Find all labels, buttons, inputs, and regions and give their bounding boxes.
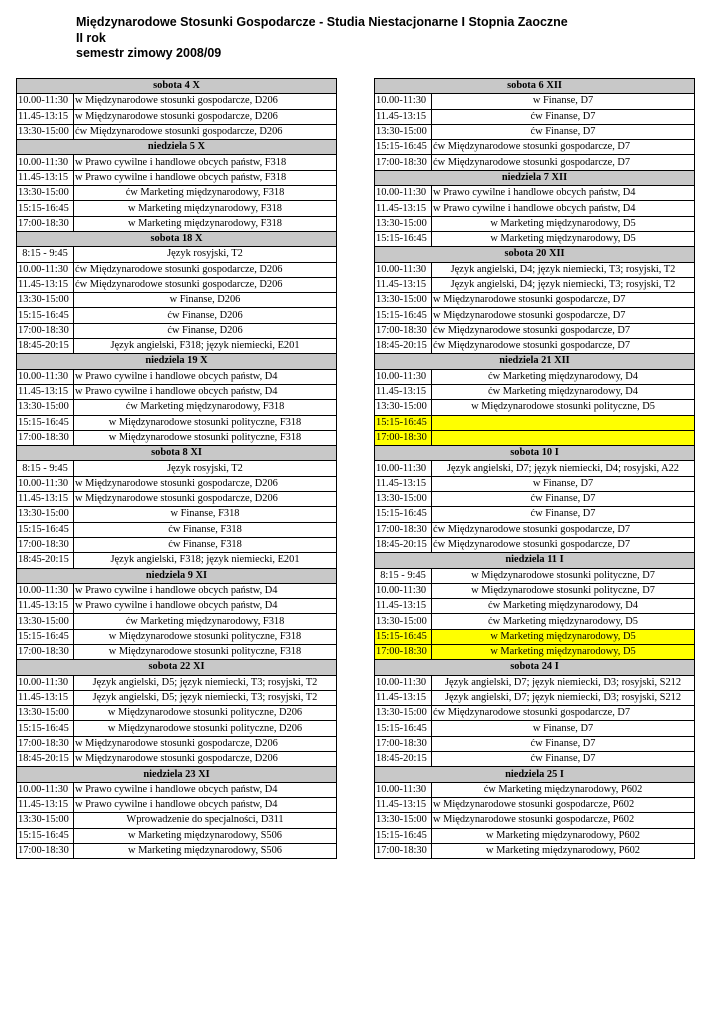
schedule-row: [17, 629, 337, 644]
day-header-row: [17, 79, 337, 94]
time-cell: 10.00-11:30: [375, 782, 432, 797]
schedule-row: [375, 813, 695, 828]
subject-cell: ćw Międzynarodowe stosunki gospodarcze, D206: [74, 124, 337, 139]
time-cell: 17:00-18:30: [17, 644, 74, 659]
time-cell: 15:15-16:45: [17, 721, 74, 736]
time-cell: 13:30-15:00: [17, 293, 74, 308]
subject-cell: ćw Finanse, D7: [432, 736, 695, 751]
subject-cell: Wprowadzenie do specjalności, D311: [74, 813, 337, 828]
time-cell: 13:30-15:00: [17, 813, 74, 828]
time-cell: 11.45-13:15: [375, 797, 432, 812]
time-cell: 15:15-16:45: [17, 415, 74, 430]
schedule-row: [375, 109, 695, 124]
subject-cell: ćw Marketing międzynarodowy, F318: [74, 614, 337, 629]
schedule-row: [17, 323, 337, 338]
time-cell: 11.45-13:15: [375, 384, 432, 399]
time-cell: 11.45-13:15: [17, 384, 74, 399]
time-cell: 15:15-16:45: [17, 201, 74, 216]
time-cell: 15:15-16:45: [375, 415, 432, 430]
schedule-row: [17, 675, 337, 690]
subject-cell: w Międzynarodowe stosunki gospodarcze, D206: [74, 109, 337, 124]
schedule-row: [375, 568, 695, 583]
schedule-row: [17, 706, 337, 721]
time-cell: 11.45-13:15: [375, 690, 432, 705]
time-cell: 10.00-11:30: [17, 583, 74, 598]
time-cell: 10.00-11:30: [375, 583, 432, 598]
day-header-row: [375, 446, 695, 461]
subject-cell: Język angielski, D5; język niemiecki, T3; rosyjski, T2: [74, 690, 337, 705]
schedule-row: [17, 400, 337, 415]
schedule-row: [17, 201, 337, 216]
schedule-row: [375, 690, 695, 705]
subject-cell: w Marketing międzynarodowy, P602: [432, 843, 695, 858]
subject-cell: w Międzynarodowe stosunki polityczne, F318: [74, 629, 337, 644]
schedule-row: [17, 782, 337, 797]
subject-cell: ćw Finanse, F318: [74, 537, 337, 552]
time-cell: 8:15 - 9:45: [17, 247, 74, 262]
subject-cell: w Marketing międzynarodowy, F318: [74, 216, 337, 231]
schedule-row: [375, 461, 695, 476]
schedule-row: [375, 583, 695, 598]
schedule-row: [17, 339, 337, 354]
time-cell: 10.00-11:30: [17, 155, 74, 170]
schedule-row: [375, 384, 695, 399]
schedule-row: [17, 124, 337, 139]
day-header-row: [375, 767, 695, 782]
time-cell: 13:30-15:00: [375, 400, 432, 415]
schedule-row: [375, 537, 695, 552]
subject-cell: Język angielski, D7; język niemiecki, D3; rosyjski, S212: [432, 690, 695, 705]
schedule-row: [17, 216, 337, 231]
day-header-row: [17, 231, 337, 246]
time-cell: 13:30-15:00: [375, 813, 432, 828]
subject-cell: ćw Finanse, D206: [74, 308, 337, 323]
subject-cell: w Międzynarodowe stosunki gospodarcze, D206: [74, 752, 337, 767]
schedule-row: [375, 599, 695, 614]
subject-cell: w Międzynarodowe stosunki gospodarcze, D206: [74, 476, 337, 491]
subject-cell: ćw Międzynarodowe stosunki gospodarcze, D7: [432, 140, 695, 155]
time-cell: 11.45-13:15: [17, 599, 74, 614]
subject-cell: w Międzynarodowe stosunki gospodarcze, P602: [432, 797, 695, 812]
day-header: sobota 18 X: [17, 231, 337, 246]
day-header: sobota 22 XI: [17, 660, 337, 675]
day-header-row: [375, 660, 695, 675]
time-cell: 10.00-11:30: [17, 369, 74, 384]
time-cell: 15:15-16:45: [375, 507, 432, 522]
schedule-row: [17, 170, 337, 185]
schedule-row: [375, 644, 695, 659]
subject-cell: w Międzynarodowe stosunki gospodarcze, P602: [432, 813, 695, 828]
time-cell: 15:15-16:45: [375, 308, 432, 323]
subject-cell: w Finanse, D206: [74, 293, 337, 308]
schedule-row: [375, 721, 695, 736]
subject-cell: ćw Międzynarodowe stosunki gospodarcze, D7: [432, 323, 695, 338]
schedule-row: [375, 430, 695, 445]
time-cell: 18:45-20:15: [17, 752, 74, 767]
subject-cell: w Marketing międzynarodowy, P602: [432, 828, 695, 843]
subject-cell: ćw Międzynarodowe stosunki gospodarcze, D7: [432, 155, 695, 170]
time-cell: 11.45-13:15: [375, 201, 432, 216]
time-cell: 15:15-16:45: [375, 140, 432, 155]
schedule-row: [375, 675, 695, 690]
time-cell: 13:30-15:00: [17, 706, 74, 721]
day-header-row: [17, 354, 337, 369]
schedule-row: [375, 752, 695, 767]
schedule-row: [375, 400, 695, 415]
subject-cell: ćw Marketing międzynarodowy, F318: [74, 186, 337, 201]
schedule-row: [17, 522, 337, 537]
time-cell: 17:00-18:30: [17, 736, 74, 751]
schedule-row: [17, 553, 337, 568]
time-cell: 17:00-18:30: [17, 430, 74, 445]
schedule-row: [17, 109, 337, 124]
time-cell: 17:00-18:30: [375, 522, 432, 537]
day-header-row: [17, 767, 337, 782]
subject-cell: Język angielski, D4; język niemiecki, T3; rosyjski, T2: [432, 262, 695, 277]
schedule-row: [17, 537, 337, 552]
time-cell: 18:45-20:15: [375, 339, 432, 354]
schedule-row: [375, 369, 695, 384]
day-header-row: [375, 354, 695, 369]
schedule-row: [375, 94, 695, 109]
subject-cell: w Międzynarodowe stosunki polityczne, F318: [74, 430, 337, 445]
subject-cell: ćw Międzynarodowe stosunki gospodarcze, D7: [432, 537, 695, 552]
time-cell: 10.00-11:30: [375, 186, 432, 201]
time-cell: 11.45-13:15: [375, 109, 432, 124]
subject-cell: w Międzynarodowe stosunki gospodarcze, D206: [74, 94, 337, 109]
title-line-3: semestr zimowy 2008/09: [76, 46, 222, 60]
title-line-1: Międzynarodowe Stosunki Gospodarcze - Studia Niestacjonarne I Stopnia Zaoczne: [76, 15, 568, 29]
day-header-row: [17, 140, 337, 155]
time-cell: 13:30-15:00: [17, 186, 74, 201]
time-cell: 17:00-18:30: [375, 430, 432, 445]
time-cell: 17:00-18:30: [17, 537, 74, 552]
time-cell: 10.00-11:30: [17, 782, 74, 797]
schedule-row: [17, 476, 337, 491]
time-cell: 11.45-13:15: [17, 277, 74, 292]
schedule-row: [375, 782, 695, 797]
schedule-row: [375, 308, 695, 323]
subject-cell: w Prawo cywilne i handlowe obcych państw, D4: [432, 201, 695, 216]
day-header-row: [17, 660, 337, 675]
schedule-row: [17, 430, 337, 445]
subject-cell: w Marketing międzynarodowy, D5: [432, 629, 695, 644]
subject-cell: ćw Międzynarodowe stosunki gospodarcze, D206: [74, 262, 337, 277]
subject-cell: Język angielski, F318; język niemiecki, E201: [74, 553, 337, 568]
subject-cell: w Międzynarodowe stosunki polityczne, F318: [74, 644, 337, 659]
subject-cell: w Prawo cywilne i handlowe obcych państw, F318: [74, 155, 337, 170]
time-cell: 8:15 - 9:45: [17, 461, 74, 476]
subject-cell: ćw Międzynarodowe stosunki gospodarcze, D206: [74, 277, 337, 292]
schedule-row: [375, 231, 695, 246]
schedule-row: [375, 323, 695, 338]
schedule-row: [17, 186, 337, 201]
schedule-row: [375, 614, 695, 629]
time-cell: 11.45-13:15: [375, 476, 432, 491]
schedule-row: [17, 828, 337, 843]
time-cell: 11.45-13:15: [17, 109, 74, 124]
schedule-table-left: [16, 78, 337, 859]
subject-cell: w Prawo cywilne i handlowe obcych państw, D4: [74, 583, 337, 598]
time-cell: 17:00-18:30: [375, 736, 432, 751]
schedule-row: [375, 277, 695, 292]
schedule-row: [375, 216, 695, 231]
subject-cell: Język rosyjski, T2: [74, 461, 337, 476]
subject-cell: w Międzynarodowe stosunki polityczne, D7: [432, 583, 695, 598]
schedule-row: [17, 293, 337, 308]
day-header: sobota 24 I: [375, 660, 695, 675]
time-cell: 15:15-16:45: [17, 629, 74, 644]
time-cell: 13:30-15:00: [375, 492, 432, 507]
time-cell: 15:15-16:45: [17, 828, 74, 843]
subject-cell: w Prawo cywilne i handlowe obcych państw, D4: [74, 599, 337, 614]
time-cell: 13:30-15:00: [17, 400, 74, 415]
subject-cell: Język angielski, F318; język niemiecki, E201: [74, 339, 337, 354]
time-cell: 17:00-18:30: [375, 323, 432, 338]
subject-cell: ćw Finanse, D7: [432, 752, 695, 767]
time-cell: 13:30-15:00: [375, 706, 432, 721]
time-cell: 17:00-18:30: [17, 323, 74, 338]
subject-cell: w Prawo cywilne i handlowe obcych państw, F318: [74, 170, 337, 185]
subject-cell: ćw Międzynarodowe stosunki gospodarcze, D7: [432, 339, 695, 354]
subject-cell: w Finanse, D7: [432, 721, 695, 736]
subject-cell: ćw Marketing międzynarodowy, F318: [74, 400, 337, 415]
schedule-row: [375, 124, 695, 139]
time-cell: 13:30-15:00: [375, 293, 432, 308]
subject-cell: [432, 415, 695, 430]
schedule-row: [17, 721, 337, 736]
time-cell: 15:15-16:45: [375, 828, 432, 843]
day-header: niedziela 5 X: [17, 140, 337, 155]
schedule-row: [17, 262, 337, 277]
subject-cell: ćw Finanse, D7: [432, 124, 695, 139]
schedule-row: [17, 155, 337, 170]
subject-cell: w Międzynarodowe stosunki polityczne, D206: [74, 721, 337, 736]
day-header: niedziela 11 I: [375, 553, 695, 568]
time-cell: 13:30-15:00: [375, 216, 432, 231]
subject-cell: ćw Międzynarodowe stosunki gospodarcze, D7: [432, 522, 695, 537]
day-header: sobota 6 XII: [375, 79, 695, 94]
time-cell: 11.45-13:15: [17, 690, 74, 705]
title-line-2: II rok: [76, 30, 106, 45]
time-cell: 10.00-11:30: [17, 94, 74, 109]
day-header-row: [17, 446, 337, 461]
subject-cell: w Międzynarodowe stosunki polityczne, D5: [432, 400, 695, 415]
subject-cell: w Międzynarodowe stosunki gospodarcze, D206: [74, 492, 337, 507]
schedule-row: [17, 507, 337, 522]
schedule-row: [375, 522, 695, 537]
day-header: niedziela 9 XI: [17, 568, 337, 583]
time-cell: 18:45-20:15: [375, 752, 432, 767]
schedule-row: [17, 308, 337, 323]
time-cell: 10.00-11:30: [375, 675, 432, 690]
subject-cell: w Międzynarodowe stosunki gospodarcze, D206: [74, 736, 337, 751]
schedule-row: [17, 599, 337, 614]
time-cell: 10.00-11:30: [17, 476, 74, 491]
time-cell: 10.00-11:30: [375, 461, 432, 476]
time-cell: 17:00-18:30: [375, 644, 432, 659]
time-cell: 8:15 - 9:45: [375, 568, 432, 583]
subject-cell: w Marketing międzynarodowy, D5: [432, 216, 695, 231]
time-cell: 15:15-16:45: [375, 231, 432, 246]
subject-cell: w Prawo cywilne i handlowe obcych państw, D4: [74, 384, 337, 399]
subject-cell: ćw Marketing międzynarodowy, D4: [432, 369, 695, 384]
schedule-row: [17, 369, 337, 384]
subject-cell: w Międzynarodowe stosunki polityczne, D206: [74, 706, 337, 721]
subject-cell: ćw Finanse, D7: [432, 507, 695, 522]
schedule-row: [17, 384, 337, 399]
subject-cell: Język angielski, D7; język niemiecki, D4; rosyjski, A22: [432, 461, 695, 476]
subject-cell: Język angielski, D4; język niemiecki, T3; rosyjski, T2: [432, 277, 695, 292]
schedule-row: [17, 644, 337, 659]
schedule-row: [17, 461, 337, 476]
day-header: niedziela 19 X: [17, 354, 337, 369]
schedule-row: [375, 262, 695, 277]
time-cell: 13:30-15:00: [17, 507, 74, 522]
day-header-row: [375, 247, 695, 262]
day-header: niedziela 25 I: [375, 767, 695, 782]
subject-cell: w Finanse, D7: [432, 94, 695, 109]
schedule-row: [17, 277, 337, 292]
time-cell: 18:45-20:15: [17, 553, 74, 568]
time-cell: 18:45-20:15: [17, 339, 74, 354]
schedule-row: [375, 476, 695, 491]
time-cell: 17:00-18:30: [375, 843, 432, 858]
time-cell: 10.00-11:30: [375, 262, 432, 277]
subject-cell: w Międzynarodowe stosunki gospodarcze, D7: [432, 308, 695, 323]
schedule-row: [375, 492, 695, 507]
schedule-row: [375, 736, 695, 751]
schedule-row: [375, 339, 695, 354]
subject-cell: w Międzynarodowe stosunki polityczne, D7: [432, 568, 695, 583]
schedule-row: [17, 690, 337, 705]
time-cell: 13:30-15:00: [17, 614, 74, 629]
day-header: sobota 4 X: [17, 79, 337, 94]
schedule-row: [375, 415, 695, 430]
day-header-row: [375, 79, 695, 94]
subject-cell: ćw Finanse, D7: [432, 109, 695, 124]
schedule-row: [17, 813, 337, 828]
subject-cell: w Marketing międzynarodowy, S506: [74, 828, 337, 843]
subject-cell: ćw Finanse, D206: [74, 323, 337, 338]
schedule-row: [17, 797, 337, 812]
subject-cell: ćw Marketing międzynarodowy, D4: [432, 384, 695, 399]
schedule-row: [375, 706, 695, 721]
schedule-row: [375, 507, 695, 522]
time-cell: 15:15-16:45: [375, 721, 432, 736]
subject-cell: w Prawo cywilne i handlowe obcych państw, D4: [432, 186, 695, 201]
time-cell: 10.00-11:30: [375, 94, 432, 109]
time-cell: 11.45-13:15: [375, 599, 432, 614]
schedule-row: [17, 94, 337, 109]
subject-cell: w Marketing międzynarodowy, F318: [74, 201, 337, 216]
schedule-row: [375, 797, 695, 812]
time-cell: 15:15-16:45: [17, 308, 74, 323]
schedule-row: [375, 843, 695, 858]
document-title: [76, 15, 568, 62]
day-header: niedziela 7 XII: [375, 170, 695, 185]
time-cell: 10.00-11:30: [17, 675, 74, 690]
time-cell: 17:00-18:30: [375, 155, 432, 170]
time-cell: 17:00-18:30: [17, 843, 74, 858]
schedule-row: [17, 583, 337, 598]
schedule-row: [375, 629, 695, 644]
schedule-row: [17, 614, 337, 629]
subject-cell: Język angielski, D5; język niemiecki, T3; rosyjski, T2: [74, 675, 337, 690]
subject-cell: w Marketing międzynarodowy, S506: [74, 843, 337, 858]
time-cell: 13:30-15:00: [375, 614, 432, 629]
time-cell: 18:45-20:15: [375, 537, 432, 552]
schedule-row: [375, 201, 695, 216]
schedule-row: [17, 752, 337, 767]
schedule-table-right: [374, 78, 695, 859]
subject-cell: w Marketing międzynarodowy, D5: [432, 644, 695, 659]
time-cell: 15:15-16:45: [375, 629, 432, 644]
day-header: niedziela 21 XII: [375, 354, 695, 369]
schedule-row: [375, 140, 695, 155]
schedule-row: [375, 293, 695, 308]
time-cell: 13:30-15:00: [375, 124, 432, 139]
subject-cell: w Międzynarodowe stosunki gospodarcze, D7: [432, 293, 695, 308]
subject-cell: ćw Finanse, D7: [432, 492, 695, 507]
day-header: sobota 20 XII: [375, 247, 695, 262]
day-header-row: [17, 568, 337, 583]
time-cell: 10.00-11:30: [375, 369, 432, 384]
subject-cell: w Finanse, F318: [74, 507, 337, 522]
day-header: sobota 10 I: [375, 446, 695, 461]
schedule-row: [17, 843, 337, 858]
time-cell: 15:15-16:45: [17, 522, 74, 537]
day-header: niedziela 23 XI: [17, 767, 337, 782]
subject-cell: Język rosyjski, T2: [74, 247, 337, 262]
day-header-row: [375, 170, 695, 185]
schedule-row: [17, 247, 337, 262]
subject-cell: ćw Finanse, F318: [74, 522, 337, 537]
subject-cell: w Prawo cywilne i handlowe obcych państw, D4: [74, 797, 337, 812]
subject-cell: w Prawo cywilne i handlowe obcych państw, D4: [74, 369, 337, 384]
time-cell: 10.00-11:30: [17, 262, 74, 277]
subject-cell: ćw Marketing międzynarodowy, D4: [432, 599, 695, 614]
subject-cell: [432, 430, 695, 445]
day-header-row: [375, 553, 695, 568]
schedule-row: [17, 736, 337, 751]
time-cell: 11.45-13:15: [375, 277, 432, 292]
subject-cell: w Prawo cywilne i handlowe obcych państw, D4: [74, 782, 337, 797]
time-cell: 17:00-18:30: [17, 216, 74, 231]
schedule-row: [375, 828, 695, 843]
time-cell: 13:30-15:00: [17, 124, 74, 139]
time-cell: 11.45-13:15: [17, 492, 74, 507]
time-cell: 11.45-13:15: [17, 170, 74, 185]
subject-cell: w Międzynarodowe stosunki polityczne, F318: [74, 415, 337, 430]
day-header: sobota 8 XI: [17, 446, 337, 461]
schedule-row: [375, 155, 695, 170]
subject-cell: ćw Marketing międzynarodowy, P602: [432, 782, 695, 797]
schedule-row: [375, 186, 695, 201]
time-cell: 11.45-13:15: [17, 797, 74, 812]
subject-cell: Język angielski, D7; język niemiecki, D3; rosyjski, S212: [432, 675, 695, 690]
subject-cell: ćw Marketing międzynarodowy, D5: [432, 614, 695, 629]
subject-cell: ćw Międzynarodowe stosunki gospodarcze, D7: [432, 706, 695, 721]
schedule-row: [17, 492, 337, 507]
subject-cell: w Finanse, D7: [432, 476, 695, 491]
schedule-row: [17, 415, 337, 430]
subject-cell: w Marketing międzynarodowy, D5: [432, 231, 695, 246]
